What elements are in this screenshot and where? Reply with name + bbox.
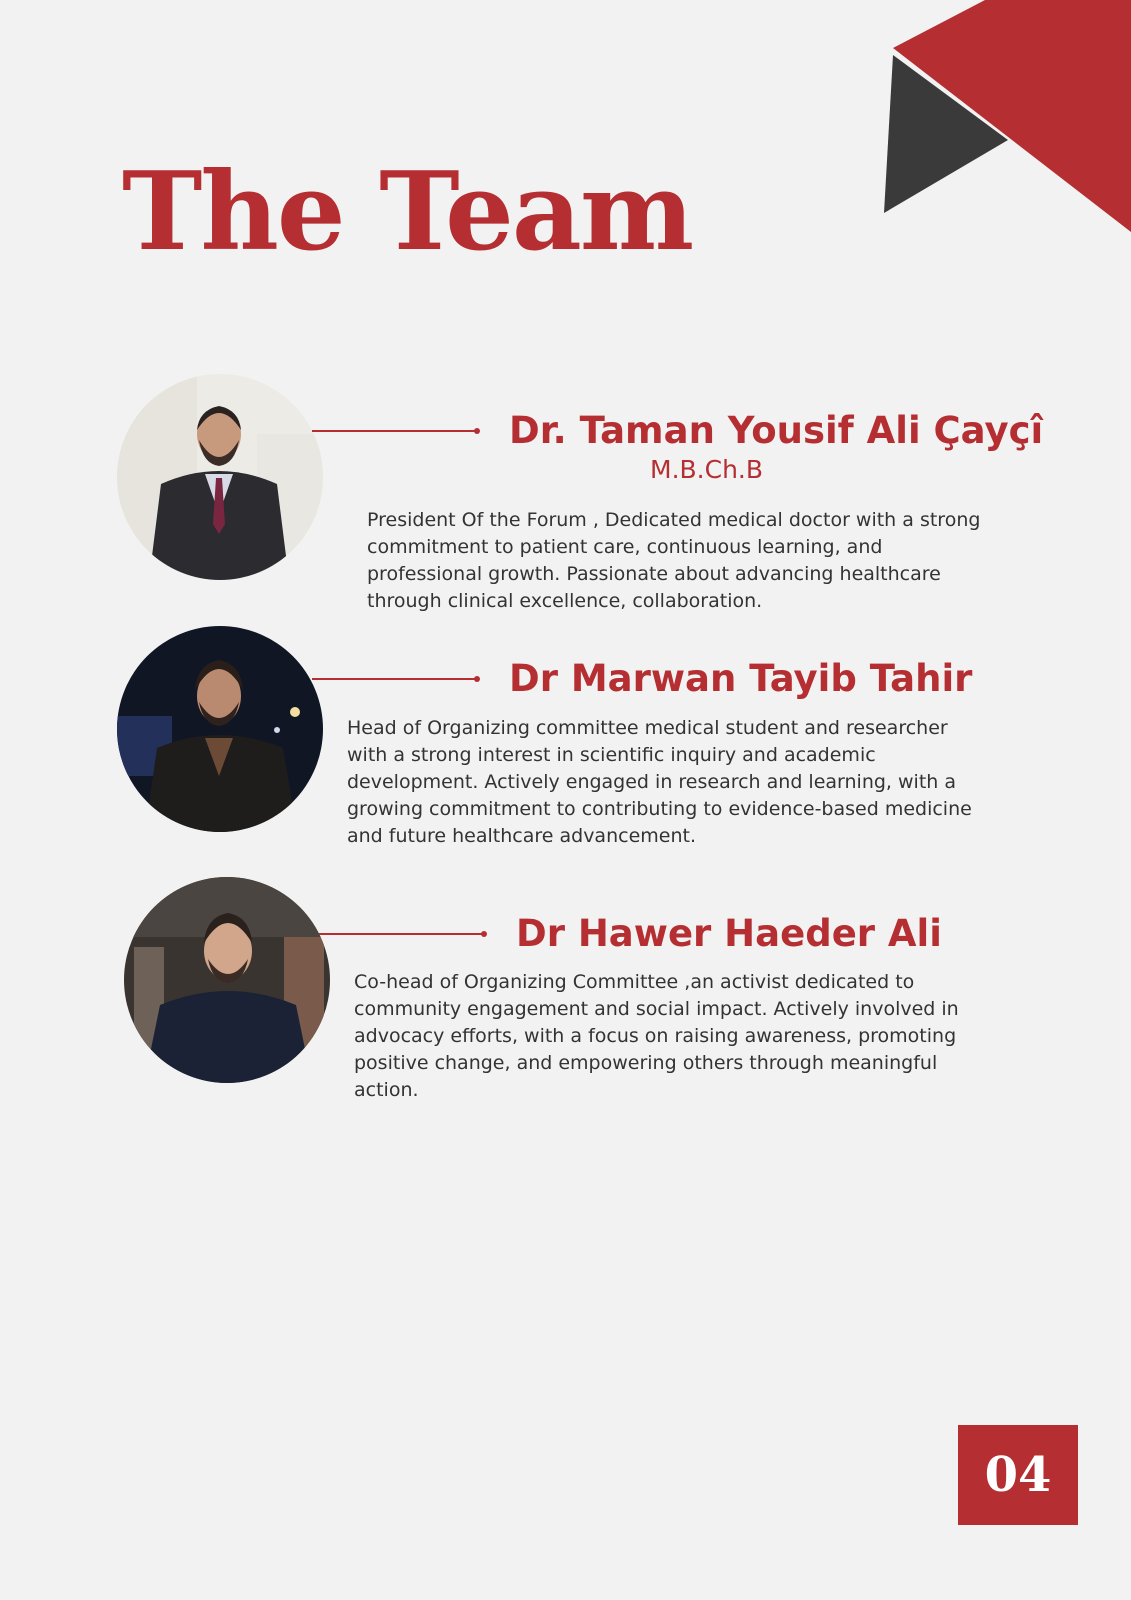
member-2-connector [312, 678, 477, 680]
member-1-name: Dr. Taman Yousif Ali Çayçî [509, 409, 1044, 452]
member-2-bio: Head of Organizing committee medical student and researcher with a strong interest in scientific inquiry and academic development. Actively engaged in research and learning, with a growing commitment to contributing to evidence-based medicine and future healthcare advancement. [347, 717, 972, 847]
member-1-bio: President Of the Forum , Dedicated medical doctor with a strong commitment to patient care, continuous learning, and professional growth. Passionate about advancing healthcare through clinical excellence, collaboration. [367, 509, 981, 612]
member-3-bio: Co-head of Organizing Committee ,an activist dedicated to community engagement and social impact. Actively involved in advocacy efforts, with a focus on raising awareness, promoting positive change, and empowering others through meaningful action. [354, 971, 959, 1101]
member-2-name: Dr Marwan Tayib Tahir [509, 657, 973, 700]
member-1-degree: M.B.Ch.B [650, 455, 764, 484]
member-3-name: Dr Hawer Haeder Ali [516, 912, 942, 955]
page-number-badge: 04 [958, 1425, 1078, 1525]
member-3-photo [124, 877, 330, 1083]
member-2-photo [117, 626, 323, 832]
member-1-photo [117, 374, 323, 580]
member-3-connector [319, 933, 484, 935]
member-1-connector [312, 430, 477, 432]
page-title: The Team [122, 149, 693, 275]
